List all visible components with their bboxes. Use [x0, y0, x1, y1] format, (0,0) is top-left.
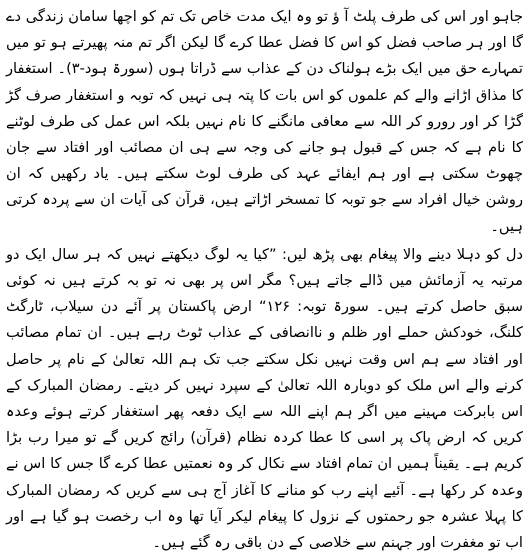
article-paragraph-1: جاہو اور اس کی طرف پلٹ آ ؤ تو وہ ایک مدت خاص تک تم کو اچھا سامان زندگی دے گا اور ہر صاحب فضل کو اس کا فضل عطا کرے گا لیکن اگر تم منہ پھیرتے ہو تو میں تمہارے حق میں ایک بڑے ہولناک دن کے عذاب سے ڈراتا ہوں (سورۃ ہود-۳)۔ استغفار کا مذاق اڑانے والے کم علموں کو اس بات کا پتہ ہی نہیں کہ توبہ و استغفار صرف گڑ گڑا کر اور رورو کر اللہ سے معافی مانگنے کا نام نہیں بلکہ اس عمل کی طرف لوٹنے کا نام ہے کہ جس کے قبول ہو جانے کی وجہ سے ہی ان مصائب اور افتاد سے جان چھوٹ سکتی ہے اور ہم ایفائے عہد کی طرف لوٹ سکتے ہیں۔ یاد رکھیں کہ ان روشن خیال افراد سے جو توبہ کا تمسخر اڑاتے ہیں، قرآن کی آیات ان سے پردہ کرتی ہیں۔	[6, 8, 523, 235]
article-paragraph-2: دل کو دہلا دینے والا پیغام بھی پڑھ لیں: ”کیا یہ لوگ دیکھتے نہیں کہ ہر سال ایک دو مرتبہ یہ آزمائش میں ڈالے جاتے ہیں؟ مگر اس پر بھی نہ تو بہ کرتے ہیں نہ کوئی سبق حاصل کرتے ہیں۔ سورۃ توبہ: ۱۲۶“ ارض پاکستان پر آئے دن سیلاب، ٹارگٹ کلنگ، خودکش حملے اور ظلم و ناانصافی کے عذاب ٹوٹ رہے ہیں۔ ان تمام مصائب اور افتاد سے ہم اس وقت نہیں نکل سکتے جب تک ہم اللہ تعالیٰ کے نام پر حاصل کرنے والے اس ملک کو دوبارہ اللہ تعالیٰ کے سپرد نہیں کر دیتے۔ رمضان المبارک کے اس بابرکت مہینے میں اگر ہم اپنے اللہ سے ایک دفعہ پھر استغفار کرتے ہوئے وعدہ کریں کہ ارض پاک پر اسی کا عطا کردہ نظام (قرآن) رائج کریں گے تو میرا رب بڑا کریم ہے۔ یقیناً ہمیں ان تمام افتاد سے نکال کر وہ نعمتیں عطا کرے گا جس کا اس نے وعدہ کر رکھا ہے۔ آئیے اپنے رب کو منانے کا آغاز آج ہی سے کریں کہ رمضان المبارک کا پہلا عشرہ جو رحمتوں کے نزول کا پیغام لیکر آیا تھا وہ اب رخصت ہو گیا ہے اور اب تو مغفرت اور جہنم سے خلاصی کے دن باقی رہ گئے ہیں۔	[6, 245, 523, 552]
